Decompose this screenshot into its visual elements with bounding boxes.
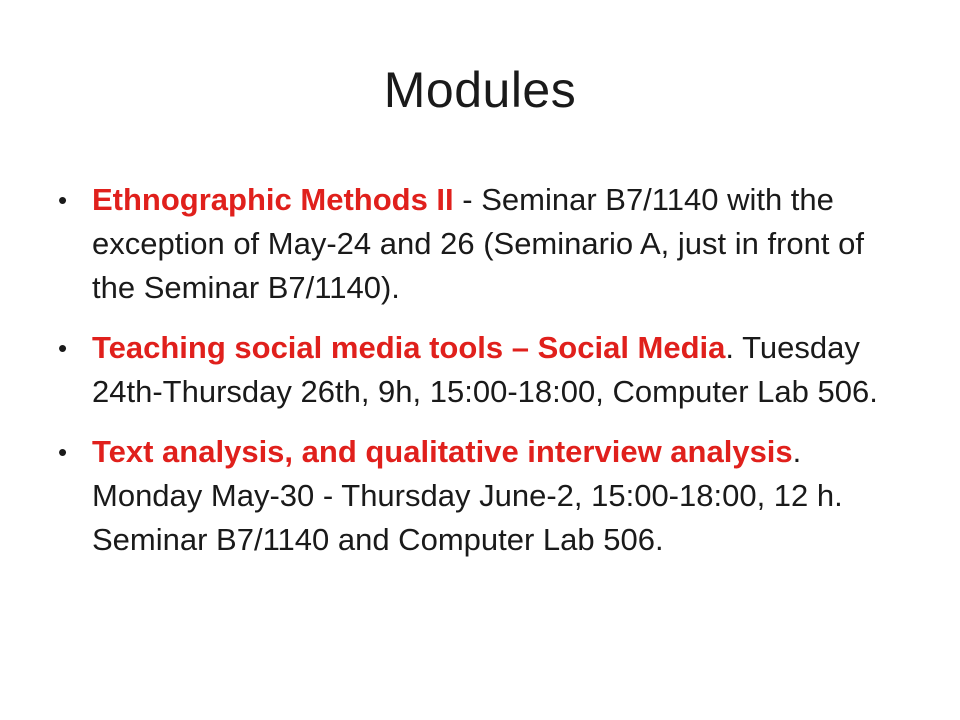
list-item — [58, 326, 912, 414]
module-name: Ethnographic Methods II — [92, 182, 454, 217]
module-list — [58, 178, 912, 578]
module-name: Teaching social media tools – Social Media — [92, 330, 726, 365]
module-details: - Seminar B7/1140 with the exception of May-24 and 26 (Seminario A, just in front of the Seminar B7/1140). — [92, 182, 864, 305]
bullet-icon: • — [58, 333, 68, 363]
module-name: Text analysis, and qualitative interview analysis — [92, 434, 793, 469]
list-item — [58, 430, 912, 562]
list-item — [58, 178, 912, 310]
module-details: . Monday May-30 - Thursday June-2, 15:00-18:00, 12 h. Seminar B7/1140 and Computer Lab 506. — [92, 434, 843, 557]
slide-title: Modules — [383, 62, 577, 118]
bullet-icon: • — [58, 185, 68, 215]
bullet-icon: • — [58, 437, 68, 467]
module-details: . Tuesday 24th-Thursday 26th, 9h, 15:00-18:00, Computer Lab 506. — [92, 330, 878, 409]
